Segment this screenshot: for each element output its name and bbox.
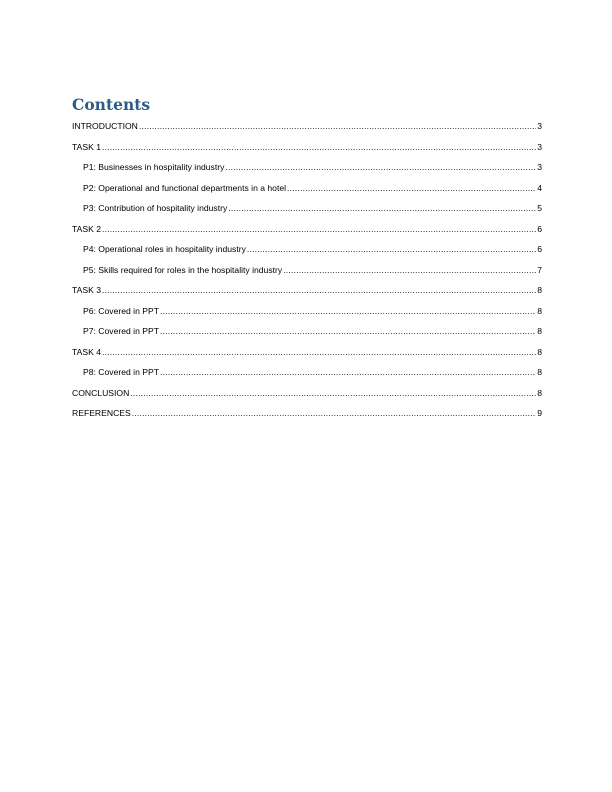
toc-entry-title: INTRODUCTION — [72, 121, 138, 131]
toc-leader-dots — [139, 116, 536, 137]
toc-entry[interactable] — [72, 321, 542, 342]
toc-entry-page: 5 — [537, 203, 542, 213]
toc-leader-dots — [287, 178, 536, 199]
toc-entry-title: P8: Covered in PPT — [83, 367, 159, 377]
toc-leader-dots — [102, 280, 536, 301]
toc-entry[interactable] — [72, 178, 542, 199]
toc-entry-page: 3 — [537, 141, 542, 152]
toc-entry[interactable] — [72, 301, 542, 322]
toc-leader-dots — [130, 383, 536, 404]
table-of-contents — [72, 116, 542, 424]
toc-leader-dots — [102, 137, 536, 158]
toc-entry-title: TASK 1 — [72, 141, 101, 152]
toc-entry-page: 9 — [537, 408, 542, 418]
toc-leader-dots — [283, 260, 536, 281]
toc-entry[interactable] — [72, 403, 542, 424]
toc-leader-dots — [247, 239, 536, 260]
toc-leader-dots — [160, 321, 536, 342]
toc-entry-title: P2: Operational and functional departments in a hotel — [83, 182, 287, 193]
toc-entry[interactable] — [72, 239, 542, 260]
toc-leader-dots — [102, 219, 536, 240]
toc-entry-page: 8 — [537, 387, 542, 398]
toc-leader-dots — [225, 157, 536, 178]
toc-entry-page: 8 — [537, 285, 542, 295]
toc-entry[interactable] — [72, 157, 542, 178]
toc-entry-page: 8 — [537, 326, 542, 336]
toc-entry[interactable] — [72, 198, 542, 219]
toc-leader-dots — [160, 301, 536, 322]
toc-entry[interactable] — [72, 219, 542, 240]
toc-entry-title: P4: Operational roles in hospitality industry — [83, 244, 246, 254]
toc-entry-page: 6 — [537, 244, 542, 254]
toc-entry[interactable] — [72, 116, 542, 137]
toc-leader-dots — [228, 198, 536, 219]
toc-entry-page: 6 — [537, 223, 542, 234]
toc-entry-page: 8 — [537, 367, 542, 377]
toc-leader-dots — [132, 403, 536, 424]
toc-leader-dots — [102, 342, 536, 363]
toc-entry-page: 3 — [537, 162, 542, 172]
toc-entry-title: TASK 3 — [72, 285, 101, 295]
toc-entry[interactable] — [72, 137, 542, 158]
toc-entry-page: 8 — [537, 305, 542, 316]
toc-heading: Contents — [72, 95, 151, 114]
toc-entry-title: P3: Contribution of hospitality industry — [83, 203, 228, 213]
toc-entry-title: P7: Covered in PPT — [83, 326, 159, 336]
toc-entry-title: REFERENCES — [72, 408, 131, 418]
toc-entry-title: P6: Covered in PPT — [83, 305, 159, 316]
toc-entry-title: P1: Businesses in hospitality industry — [83, 162, 225, 172]
toc-entry[interactable] — [72, 280, 542, 301]
toc-entry-page: 3 — [537, 121, 542, 131]
toc-entry-title: TASK 4 — [72, 346, 101, 357]
toc-entry-page: 8 — [537, 346, 542, 357]
toc-leader-dots — [160, 362, 536, 383]
toc-entry-page: 4 — [537, 182, 542, 193]
toc-entry[interactable] — [72, 362, 542, 383]
toc-entry-title: TASK 2 — [72, 223, 101, 234]
toc-entry-page: 7 — [537, 264, 542, 275]
toc-entry[interactable] — [72, 342, 542, 363]
toc-entry-title: P5: Skills required for roles in the hospitality industry — [83, 264, 283, 275]
toc-entry[interactable] — [72, 260, 542, 281]
toc-entry-title: CONCLUSION — [72, 387, 130, 398]
toc-entry[interactable] — [72, 383, 542, 404]
